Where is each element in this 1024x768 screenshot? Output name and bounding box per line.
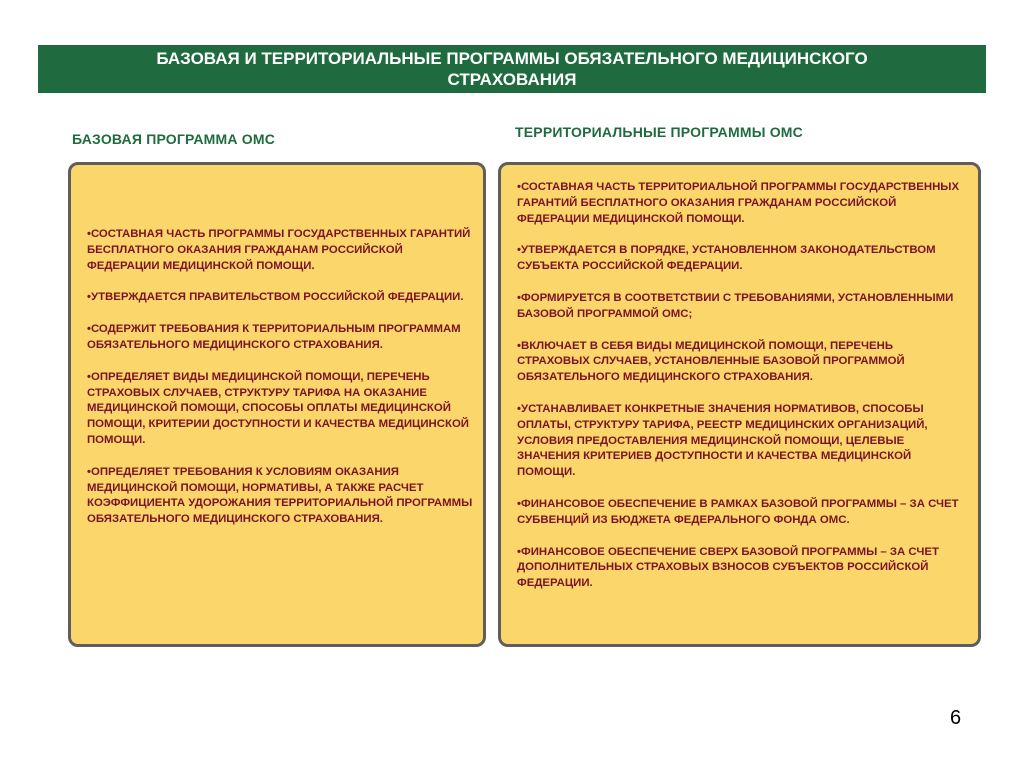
basic-program-panel: [68, 162, 486, 647]
bullet-item: •ВКЛЮЧАЕТ В СЕБЯ ВИДЫ МЕДИЦИНСКОЙ ПОМОЩИ, ПЕРЕЧЕНЬ СТРАХОВЫХ СЛУЧАЕВ, УСТАНОВЛЕННЫЕ БАЗОВОЙ ПРОГРАММОЙ ОБЯЗАТЕЛЬНОГО МЕДИЦИНСКОГО СТРАХОВАНИЯ.: [517, 339, 905, 384]
bullet-item: •УСТАНАВЛИВАЕТ КОНКРЕТНЫЕ ЗНАЧЕНИЯ НОРМАТИВОВ, СПОСОБЫ ОПЛАТЫ, СТРУКТУРУ ТАРИФА, РЕЕСТР МЕДИЦИНСКИХ ОРГАНИЗАЦИЙ, УСЛОВИЯ ПРЕДОСТАВЛЕНИЯ МЕДИЦИНСКОЙ ПОМОЩИ, ЦЕЛЕВЫЕ ЗНАЧЕНИЯ КРИТЕРИЕВ ДОСТУПНОСТИ И КАЧЕСТВА МЕДИЦИНСКОЙ ПОМОЩИ.: [517, 402, 928, 479]
bullet-item: •ОПРЕДЕЛЯЕТ ВИДЫ МЕДИЦИНСКОЙ ПОМОЩИ, ПЕРЕЧЕНЬ СТРАХОВЫХ СЛУЧАЕВ, СТРУКТУРУ ТАРИФА НА ОКАЗАНИЕ МЕДИЦИНСКОЙ ПОМОЩИ, СПОСОБЫ ОПЛАТЫ МЕДИЦИНСКОЙ ПОМОЩИ, КРИТЕРИИ ДОСТУПНОСТИ И КАЧЕСТВА МЕДИЦИНСКОЙ ПОМОЩИ.: [87, 370, 469, 446]
left-column-heading: БАЗОВАЯ ПРОГРАММА ОМС: [72, 131, 276, 147]
bullet-item: •СОДЕРЖИТ ТРЕБОВАНИЯ К ТЕРРИТОРИАЛЬНЫМ ПРОГРАММАМ ОБЯЗАТЕЛЬНОГО МЕДИЦИНСКОГО СТРАХОВАНИЯ.: [87, 323, 461, 351]
bullet-item: •УТВЕРЖДАЕТСЯ ПРАВИТЕЛЬСТВОМ РОССИЙСКОЙ ФЕДЕРАЦИИ.: [87, 291, 464, 304]
bullet-item: •УТВЕРЖДАЕТСЯ В ПОРЯДКЕ, УСТАНОВЛЕННОМ ЗАКОНОДАТЕЛЬСТВОМ СУБЪЕКТА РОССИЙСКОЙ ФЕДЕРАЦИИ.: [517, 244, 936, 273]
bullet-item: •СОСТАВНАЯ ЧАСТЬ ПРОГРАММЫ ГОСУДАРСТВЕННЫХ ГАРАНТИЙ БЕСПЛАТНОГО ОКАЗАНИЯ ГРАЖДАНАМ РОССИЙСКОЙ ФЕДЕРАЦИИ МЕДИЦИНСКОЙ ПОМОЩИ.: [87, 228, 471, 272]
territorial-programs-panel: [498, 162, 981, 647]
bullet-item: •ФОРМИРУЕТСЯ В СООТВЕТСТВИИ С ТРЕБОВАНИЯМИ, УСТАНОВЛЕННЫМИ БАЗОВОЙ ПРОГРАММОЙ ОМС;: [517, 291, 954, 320]
page-number: 6: [950, 707, 962, 729]
bullet-item: •ФИНАНСОВОЕ ОБЕСПЕЧЕНИЕ СВЕРХ БАЗОВОЙ ПРОГРАММЫ – ЗА СЧЕТ ДОПОЛНИТЕЛЬНЫХ СТРАХОВЫХ ВЗНОСОВ СУБЪЕКТОВ РОССИЙСКОЙ ФЕДЕРАЦИИ.: [517, 545, 939, 590]
right-column-heading: ТЕРРИТОРИАЛЬНЫЕ ПРОГРАММЫ ОМС: [515, 124, 803, 140]
bullet-item: •СОСТАВНАЯ ЧАСТЬ ТЕРРИТОРИАЛЬНОЙ ПРОГРАММЫ ГОСУДАРСТВЕННЫХ ГАРАНТИЙ БЕСПЛАТНОГО ОКАЗАНИЯ ГРАЖДАНАМ РОССИЙСКОЙ ФЕДЕРАЦИИ МЕДИЦИНСКОЙ ПОМОЩИ.: [517, 181, 960, 225]
slide-title-line-1: БАЗОВАЯ И ТЕРРИТОРИАЛЬНЫЕ ПРОГРАММЫ ОБЯЗАТЕЛЬНОГО МЕДИЦИНСКОГО: [156, 49, 868, 68]
slide-title: [38, 45, 986, 93]
bullet-item: •ФИНАНСОВОЕ ОБЕСПЕЧЕНИЕ В РАМКАХ БАЗОВОЙ ПРОГРАММЫ – ЗА СЧЕТ СУБВЕНЦИЙ ИЗ БЮДЖЕТА ФЕДЕРАЛЬНОГО ФОНДА ОМС.: [517, 497, 959, 526]
bullet-item: •ОПРЕДЕЛЯЕТ ТРЕБОВАНИЯ К УСЛОВИЯМ ОКАЗАНИЯ МЕДИЦИНСКОЙ ПОМОЩИ, НОРМАТИВЫ, А ТАКЖЕ РАСЧЕТ КОЭФФИЦИЕНТА УДОРОЖАНИЯ ТЕРРИТОРИАЛЬНОЙ ПРОГРАММЫ ОБЯЗАТЕЛЬНОГО МЕДИЦИНСКОГО СТРАХОВАНИЯ.: [87, 465, 473, 526]
slide-title-line-2: СТРАХОВАНИЯ: [447, 70, 577, 89]
